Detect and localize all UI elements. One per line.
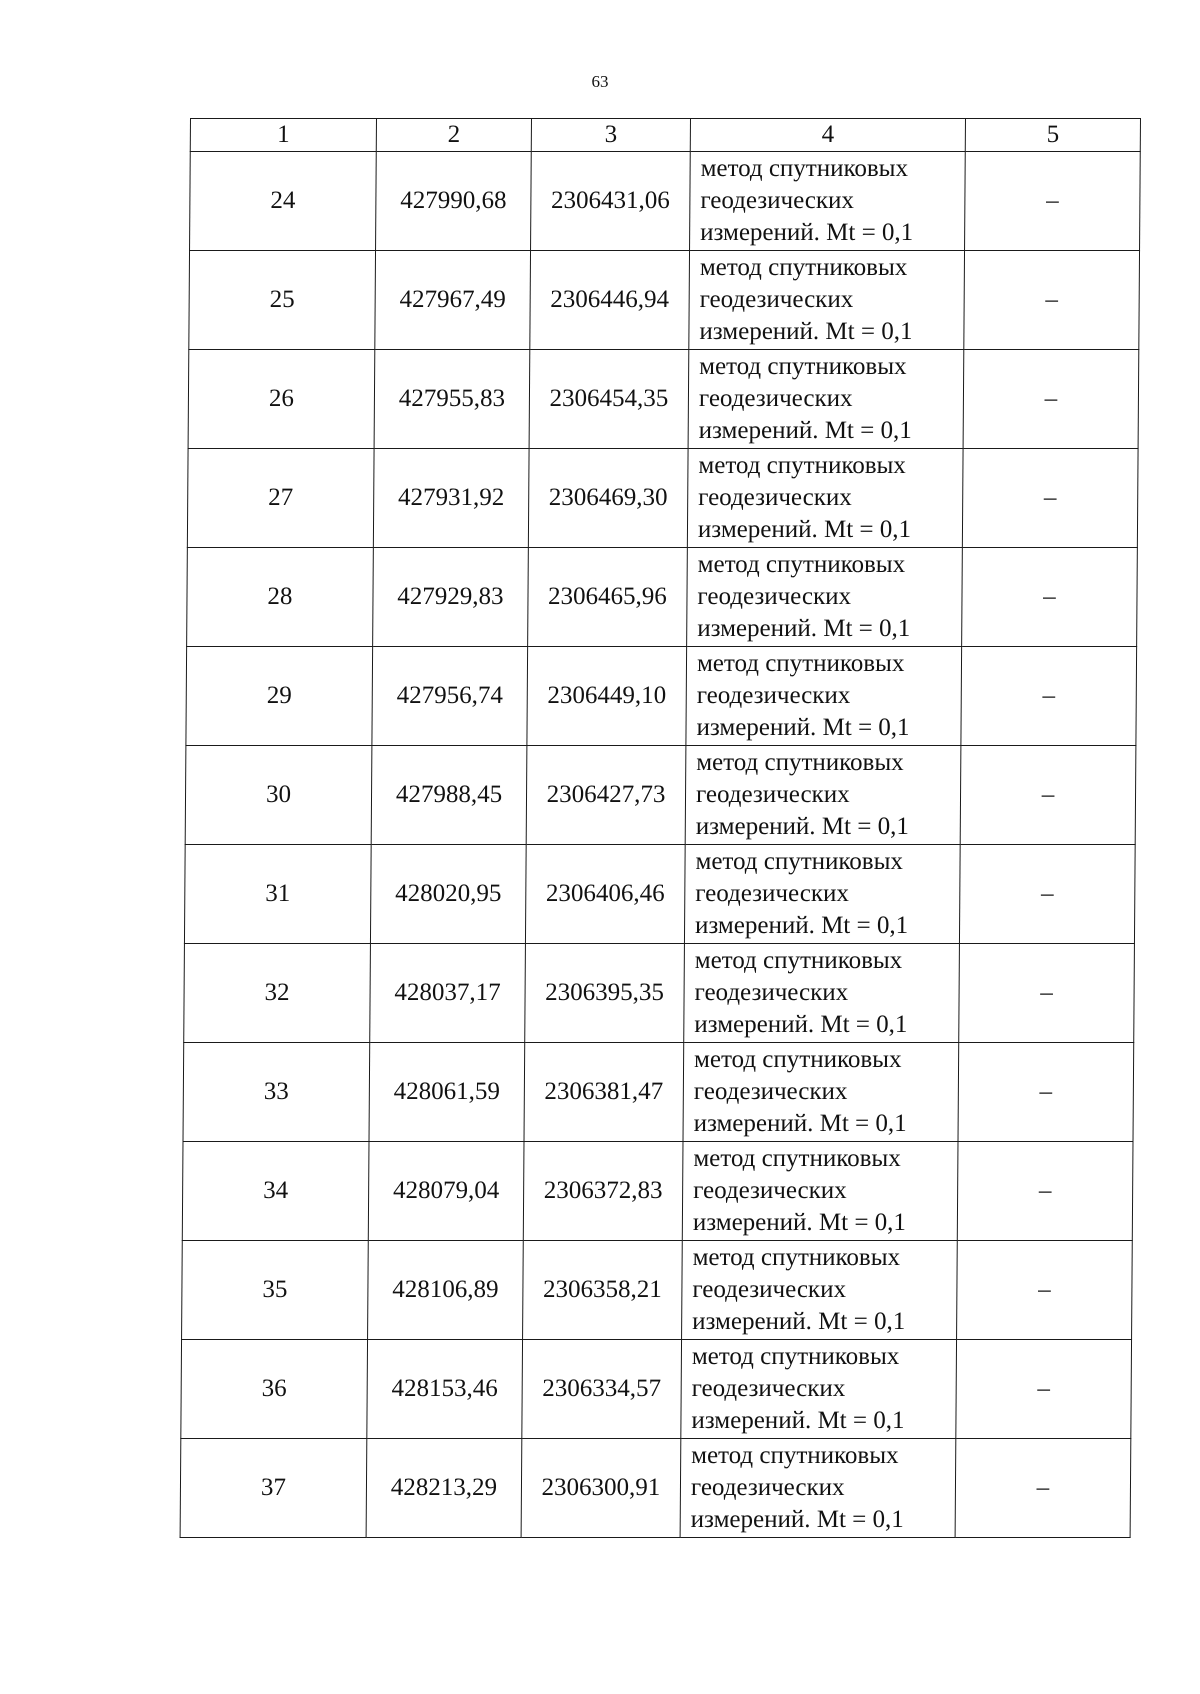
method-text-line: измерений. Mt = 0,1 (699, 318, 913, 345)
method-cell (686, 647, 962, 746)
column-header-3: 3 (531, 119, 690, 152)
table-row (183, 1043, 1134, 1142)
y-coordinate-cell: 2306465,96 (528, 548, 688, 647)
point-number-cell: 28 (187, 548, 374, 647)
note-cell: – (956, 1340, 1132, 1439)
method-text-line: измерений. Mt = 0,1 (694, 912, 909, 939)
method-text-line: геодезических (700, 187, 855, 214)
method-text-line: метод спутниковых (696, 650, 905, 677)
method-text-line: геодезических (697, 583, 852, 610)
table-row (188, 350, 1139, 449)
note-cell: – (957, 1142, 1133, 1241)
method-cell (680, 1439, 956, 1538)
method-text-line: метод спутниковых (691, 1343, 900, 1370)
y-coordinate-cell: 2306381,47 (524, 1043, 684, 1142)
x-coordinate-cell: 428106,89 (368, 1241, 524, 1340)
note-cell: – (962, 548, 1138, 647)
note-cell: – (962, 449, 1138, 548)
point-number-cell: 26 (188, 350, 375, 449)
y-coordinate-cell: 2306406,46 (525, 845, 685, 944)
x-coordinate-cell: 427955,83 (374, 350, 530, 449)
coordinates-table (180, 118, 1141, 1538)
method-cell (682, 1142, 958, 1241)
table-row (182, 1241, 1133, 1340)
x-coordinate-cell: 428079,04 (368, 1142, 524, 1241)
y-coordinate-cell: 2306372,83 (523, 1142, 683, 1241)
method-text-line: метод спутниковых (699, 353, 907, 380)
method-text-line: измерений. Mt = 0,1 (697, 516, 912, 543)
column-header-2: 2 (376, 119, 531, 152)
method-text-line: геодезических (698, 385, 853, 412)
table-row (184, 944, 1135, 1043)
y-coordinate-cell: 2306449,10 (527, 647, 687, 746)
x-coordinate-cell: 428153,46 (367, 1340, 523, 1439)
method-text-line: измерений. Mt = 0,1 (695, 813, 909, 840)
method-text-line: измерений. Mt = 0,1 (697, 615, 911, 642)
x-coordinate-cell: 428213,29 (366, 1439, 522, 1538)
note-cell: – (955, 1439, 1131, 1538)
table-row (185, 746, 1136, 845)
method-text-line: метод спутниковых (693, 1046, 902, 1073)
method-text-line: геодезических (694, 979, 849, 1006)
method-cell (683, 1043, 959, 1142)
x-coordinate-cell: 427988,45 (371, 746, 527, 845)
method-text-line: метод спутниковых (695, 848, 904, 875)
method-text-line: геодезических (696, 682, 851, 709)
table-row (181, 1340, 1132, 1439)
method-text-line: метод спутниковых (697, 551, 906, 578)
x-coordinate-cell: 428061,59 (369, 1043, 525, 1142)
method-cell (690, 152, 966, 251)
y-coordinate-cell: 2306395,35 (525, 944, 685, 1043)
table-row (180, 1439, 1131, 1538)
method-text-line: геодезических (693, 1177, 847, 1204)
table-row (189, 251, 1140, 350)
method-text-line: геодезических (695, 781, 850, 808)
method-text-line: геодезических (698, 484, 852, 511)
x-coordinate-cell: 428037,17 (370, 944, 526, 1043)
table-row (184, 845, 1135, 944)
table-row (187, 449, 1138, 548)
method-cell (689, 251, 965, 350)
method-text-line: измерений. Mt = 0,1 (696, 714, 910, 741)
method-text-line: метод спутниковых (691, 1442, 899, 1469)
method-cell (682, 1241, 958, 1340)
note-cell: – (960, 746, 1136, 845)
page-number: 63 (591, 72, 609, 91)
point-number-cell: 36 (181, 1340, 368, 1439)
method-text-line: измерений. Mt = 0,1 (690, 1506, 904, 1533)
method-text-line: измерений. Mt = 0,1 (698, 417, 912, 444)
method-text-line: измерений. Mt = 0,1 (692, 1209, 907, 1236)
point-number-cell: 35 (182, 1241, 369, 1340)
note-cell: – (965, 152, 1141, 251)
x-coordinate-cell: 427956,74 (372, 647, 528, 746)
point-number-cell: 34 (182, 1142, 369, 1241)
method-text-line: геодезических (691, 1375, 846, 1402)
method-cell (687, 548, 963, 647)
x-coordinate-cell: 428020,95 (370, 845, 526, 944)
x-coordinate-cell: 427990,68 (376, 152, 532, 251)
y-coordinate-cell: 2306431,06 (531, 152, 691, 251)
note-cell: – (959, 845, 1135, 944)
point-number-cell: 37 (180, 1439, 367, 1538)
point-number-cell: 31 (184, 845, 371, 944)
note-cell: – (961, 647, 1137, 746)
note-cell: – (964, 251, 1140, 350)
method-text-line: метод спутниковых (700, 155, 909, 182)
method-text-line: геодезических (692, 1276, 847, 1303)
method-text-line: метод спутниковых (694, 947, 903, 974)
method-text-line: измерений. Mt = 0,1 (694, 1011, 908, 1038)
method-text-line: геодезических (690, 1474, 845, 1501)
column-header-1: 1 (190, 119, 376, 152)
table-row (182, 1142, 1133, 1241)
method-text-line: метод спутниковых (692, 1244, 901, 1271)
y-coordinate-cell: 2306454,35 (529, 350, 689, 449)
method-text-line: измерений. Mt = 0,1 (691, 1407, 905, 1434)
point-number-cell: 33 (183, 1043, 370, 1142)
x-coordinate-cell: 427931,92 (373, 449, 529, 548)
method-cell (684, 845, 960, 944)
method-text-line: измерений. Mt = 0,1 (693, 1110, 907, 1137)
table-header-row (190, 119, 1140, 152)
note-cell: – (957, 1241, 1133, 1340)
y-coordinate-cell: 2306334,57 (522, 1340, 682, 1439)
method-text-line: метод спутниковых (698, 452, 906, 479)
method-text-line: геодезических (693, 1078, 848, 1105)
method-cell (688, 350, 964, 449)
x-coordinate-cell: 427967,49 (375, 251, 531, 350)
note-cell: – (959, 944, 1135, 1043)
table-row (186, 647, 1137, 746)
method-text-line: геодезических (695, 880, 850, 907)
method-cell (681, 1340, 957, 1439)
table-row (190, 152, 1141, 251)
method-text-line: метод спутниковых (699, 254, 908, 281)
column-header-4: 4 (690, 119, 965, 152)
y-coordinate-cell: 2306469,30 (528, 449, 688, 548)
x-coordinate-cell: 427929,83 (373, 548, 529, 647)
point-number-cell: 25 (189, 251, 376, 350)
table-row (187, 548, 1138, 647)
method-cell (687, 449, 963, 548)
table-body (180, 152, 1140, 1538)
method-cell (684, 944, 960, 1043)
y-coordinate-cell: 2306427,73 (526, 746, 686, 845)
method-text-line: измерений. Mt = 0,1 (700, 219, 914, 246)
column-header-5: 5 (965, 119, 1140, 152)
y-coordinate-cell: 2306358,21 (523, 1241, 683, 1340)
point-number-cell: 32 (184, 944, 371, 1043)
y-coordinate-cell: 2306446,94 (530, 251, 690, 350)
point-number-cell: 24 (190, 152, 377, 251)
note-cell: – (958, 1043, 1134, 1142)
method-text-line: метод спутниковых (693, 1145, 901, 1172)
note-cell: – (963, 350, 1139, 449)
point-number-cell: 30 (185, 746, 372, 845)
y-coordinate-cell: 2306300,91 (521, 1439, 681, 1538)
method-text-line: геодезических (699, 286, 854, 313)
method-text-line: метод спутниковых (696, 749, 904, 776)
method-cell (685, 746, 961, 845)
method-text-line: измерений. Mt = 0,1 (692, 1308, 906, 1335)
point-number-cell: 27 (187, 449, 374, 548)
point-number-cell: 29 (186, 647, 373, 746)
